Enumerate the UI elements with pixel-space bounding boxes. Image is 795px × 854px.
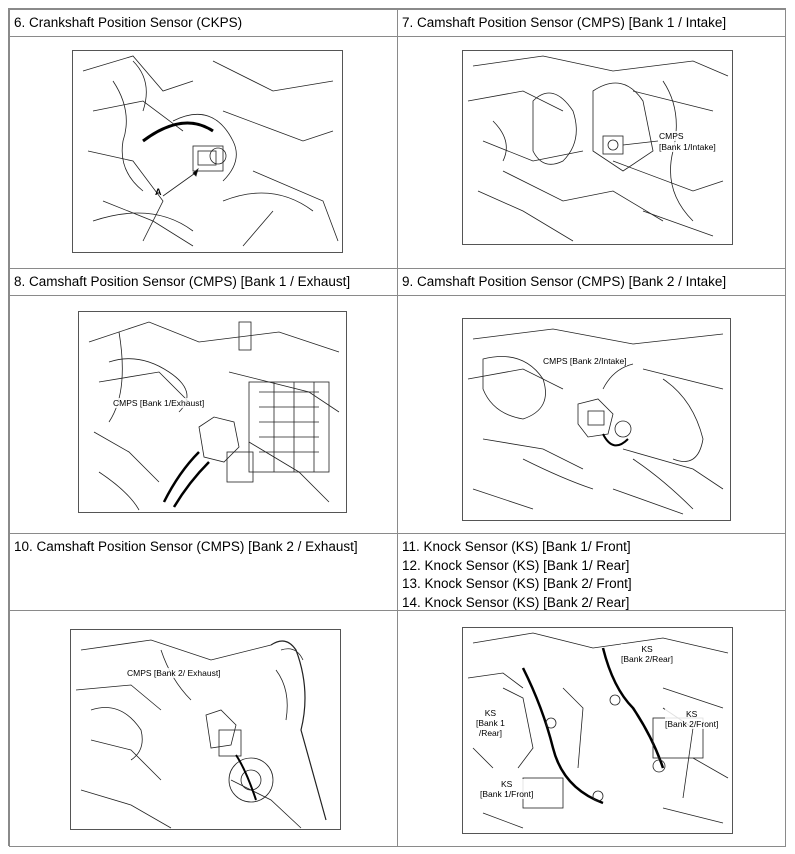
- figure-cell-7: [397, 36, 786, 269]
- sensor-location-table: [8, 8, 786, 846]
- callout-cmps-bank1-exhaust: CMPS [Bank 1/Exhaust]: [113, 398, 205, 408]
- callout-cmps-bank2-exhaust: CMPS [Bank 2/ Exhaust]: [127, 668, 221, 678]
- cmps-bank1-intake-diagram: [462, 50, 733, 245]
- callout-ks-bank2-rear: [621, 644, 673, 664]
- cmps-bank1-exhaust-diagram: [78, 311, 347, 513]
- callout-cmps-bank1-intake-line1: CMPS: [659, 131, 684, 141]
- callout-cmps-bank2-intake: CMPS [Bank 2/Intake]: [543, 356, 627, 366]
- callout-ks-bank2-front: [665, 709, 718, 729]
- figure-cell-11-14: [397, 610, 786, 847]
- header-cell-7: [397, 9, 786, 37]
- figure-cell-6: [9, 36, 398, 269]
- callout-ks-bank2-front-line2: [Bank 2/Front]: [665, 719, 719, 729]
- header-cell-8: [9, 268, 398, 296]
- section-title-9: 9. Camshaft Position Sensor (CMPS) [Bank 2 / Intake]: [402, 274, 727, 289]
- callout-a: A: [155, 187, 162, 197]
- section-title-8: 8. Camshaft Position Sensor (CMPS) [Bank 1 / Exhaust]: [14, 274, 351, 289]
- section-title-10: 10. Camshaft Position Sensor (CMPS) [Bank 2 / Exhaust]: [14, 539, 358, 554]
- cmps-bank2-intake-diagram: [462, 318, 731, 521]
- callout-ks-bank1-rear-line1: KS: [484, 708, 497, 718]
- knock-sensor-diagram: [462, 627, 733, 834]
- callout-ks-bank1-rear: [476, 708, 505, 738]
- callout-ks-bank2-rear-line2: [Bank 2/Rear]: [621, 654, 673, 664]
- callout-ks-bank1-rear-line3: /Rear]: [478, 728, 502, 738]
- ckps-diagram: [72, 50, 343, 253]
- section-title-13: 13. Knock Sensor (KS) [Bank 2/ Front]: [402, 576, 632, 591]
- section-title-12: 12. Knock Sensor (KS) [Bank 1/ Rear]: [402, 557, 630, 573]
- callout-ks-bank1-rear-line2: [Bank 1: [476, 718, 505, 728]
- figure-cell-9: [397, 295, 786, 534]
- section-title-14: 14. Knock Sensor (KS) [Bank 2/ Rear]: [402, 594, 630, 610]
- section-title-11: 11. Knock Sensor (KS) [Bank 1/ Front]: [402, 539, 631, 554]
- header-cell-9: [397, 268, 786, 296]
- header-cell-11-14: [397, 533, 786, 611]
- section-title-7: 7. Camshaft Position Sensor (CMPS) [Bank 1 / Intake]: [402, 15, 727, 30]
- figure-cell-10: [9, 610, 398, 847]
- callout-ks-bank1-front-line2: [Bank 1/Front]: [480, 789, 534, 799]
- header-cell-10: [9, 533, 398, 611]
- callout-ks-bank2-rear-line1: KS: [641, 644, 653, 654]
- cmps-bank2-exhaust-diagram: [70, 629, 341, 830]
- callout-ks-bank1-front: [480, 779, 533, 799]
- callout-ks-bank2-front-line1: KS: [686, 709, 698, 719]
- header-cell-6: [9, 9, 398, 37]
- callout-ks-bank1-front-line1: KS: [501, 779, 513, 789]
- callout-cmps-bank1-intake-line2: [Bank 1/Intake]: [659, 142, 716, 152]
- section-title-6: 6. Crankshaft Position Sensor (CKPS): [14, 15, 243, 30]
- figure-cell-8: [9, 295, 398, 534]
